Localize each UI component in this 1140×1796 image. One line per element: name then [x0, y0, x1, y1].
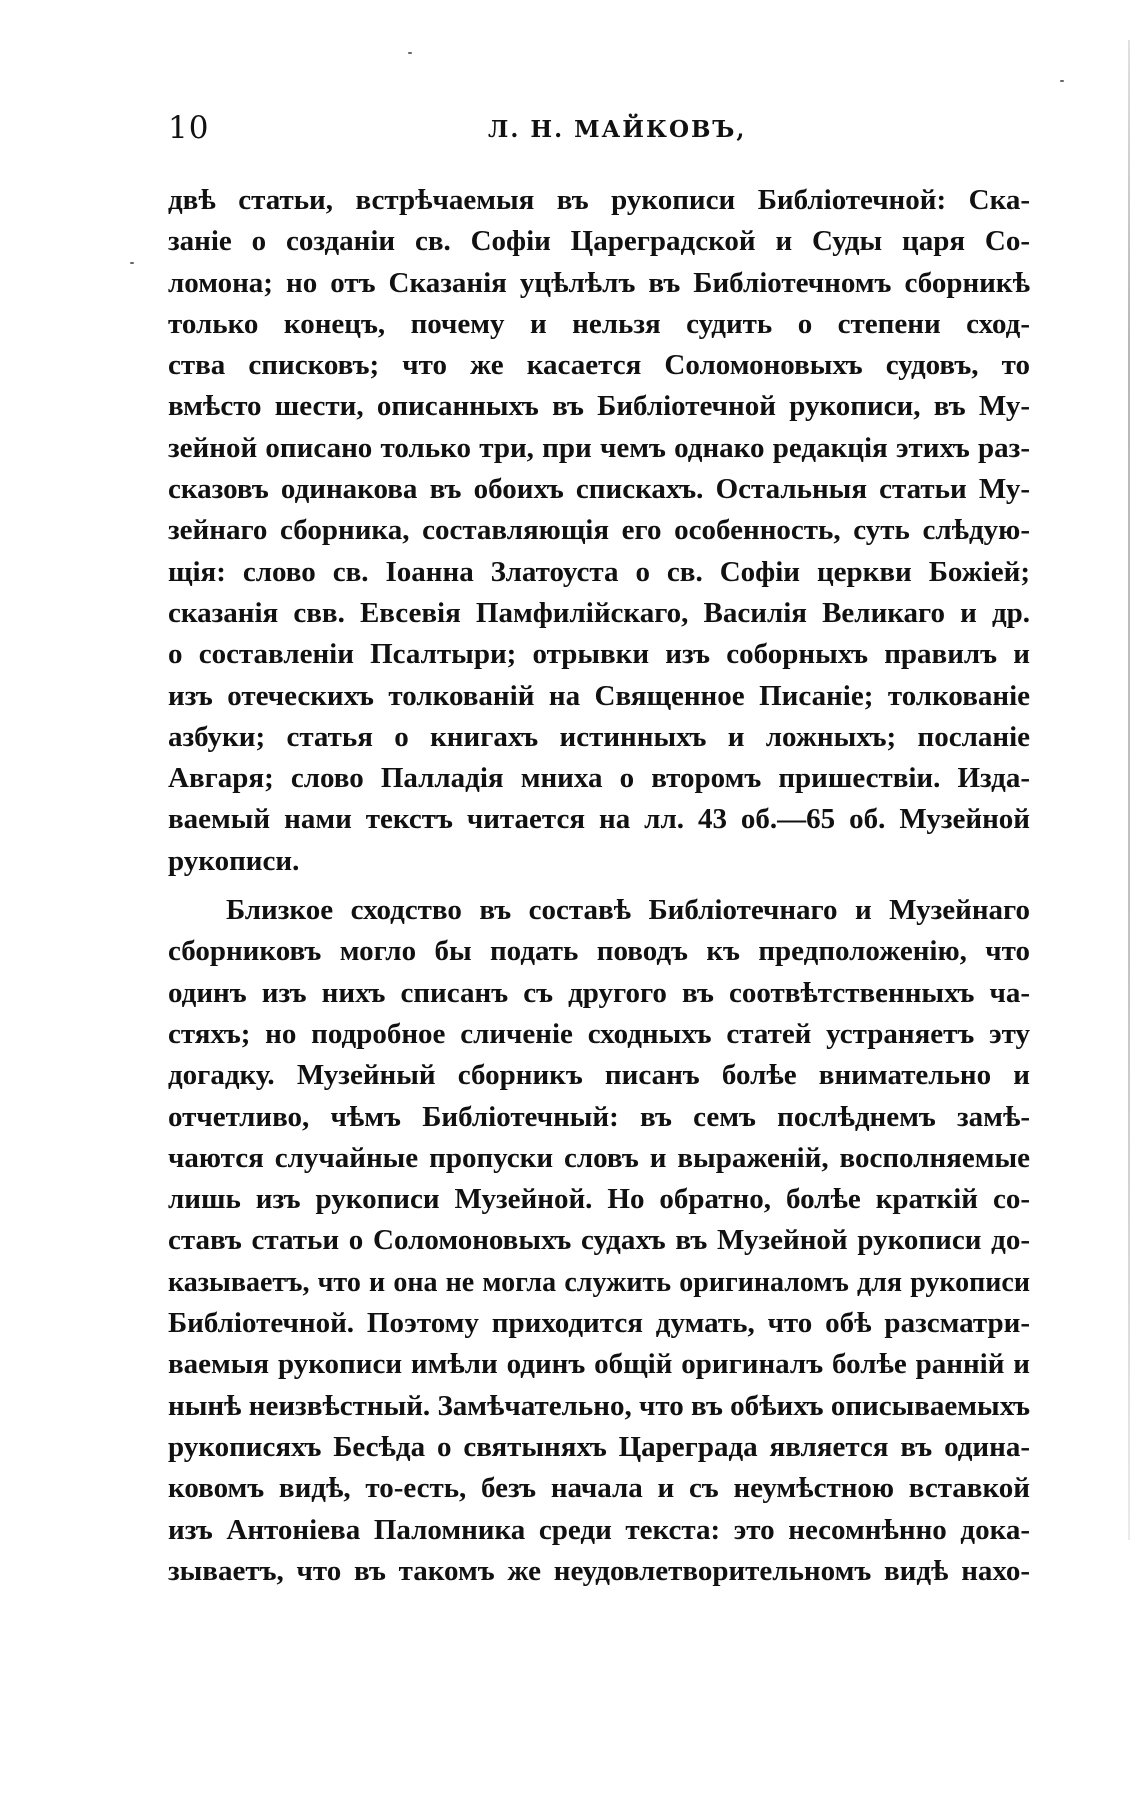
text-line: ломона; но отъ Сказанія уцѣлѣлъ въ Библіотечномъ сборникѣ — [168, 266, 1030, 299]
text-line: ваемыя рукописи имѣли одинъ общій оригиналъ болѣе ранній и — [168, 1348, 1030, 1381]
text-line: сказовъ одинакова въ обоихъ спискахъ. Остальныя статьи Му- — [168, 473, 1030, 506]
text-line: казываетъ, что и она не могла служить оригиналомъ для рукописи — [168, 1266, 1030, 1298]
text-line: только конецъ, почему и нельзя судить о степени сход- — [168, 307, 1030, 340]
text-line: чаются случайные пропуски словъ и выраженій, восполняемые — [168, 1141, 1030, 1174]
text-line: ваемый нами текстъ читается на лл. 43 об.—65 об. Музейной — [168, 803, 1030, 836]
text-line: заніе о созданіи св. Софіи Цареградской и Суды царя Со- — [168, 225, 1030, 258]
text-line: рукописяхъ Бесѣда о святыняхъ Цареграда является въ одина- — [168, 1430, 1030, 1463]
text-line: сборниковъ могло бы подать поводъ къ предположенію, что — [168, 935, 1030, 968]
text-line: зейнаго сборника, составляющія его особенность, суть слѣдую- — [168, 514, 1030, 547]
text-line: Библіотечной. Поэтому приходится думать, что обѣ разсматри- — [168, 1307, 1030, 1340]
text-line: догадку. Музейный сборникъ писанъ болѣе внимательно и — [168, 1059, 1030, 1092]
paragraph-2 — [168, 890, 1030, 1592]
text-line: лишь изъ рукописи Музейной. Но обратно, болѣе краткій со- — [168, 1183, 1030, 1216]
text-line: одинъ изъ нихъ списанъ съ другого въ соотвѣтственныхъ ча- — [168, 976, 1030, 1009]
text-line: азбуки; статья о книгахъ истинныхъ и ложныхъ; посланіе — [168, 720, 1030, 753]
paragraph-1 — [168, 180, 1030, 882]
text-line: о составленіи Псалтыри; отрывки изъ соборныхъ правилъ и — [168, 638, 1030, 671]
text-line: Близкое сходство въ составѣ Библіотечнаго и Музейнаго — [226, 894, 1030, 927]
text-line: изъ Антоніева Паломника среди текста: это несомнѣнно дока- — [168, 1513, 1030, 1546]
text-line: зываетъ, что въ такомъ же неудовлетворительномъ видѣ нахо- — [168, 1554, 1030, 1587]
text-line: вмѣсто шести, описанныхъ въ Библіотечной рукописи, въ Му- — [168, 390, 1030, 423]
page-header — [168, 108, 1028, 156]
paragraph-gap — [168, 882, 1030, 890]
text-line: сказанія свв. Евсевія Памфилійскаго, Василія Великаго и др. — [168, 596, 1030, 629]
text-line: зейной описано только три, при чемъ однако редакція этихъ раз- — [168, 431, 1030, 464]
page-edge-shadow — [1128, 40, 1130, 1540]
print-speck — [408, 52, 412, 54]
print-speck — [130, 262, 134, 264]
page-number: 10 — [168, 110, 210, 146]
text-line: нынѣ неизвѣстный. Замѣчательно, что въ обѣихъ описываемыхъ — [168, 1389, 1030, 1422]
text-line: стяхъ; но подробное сличеніе сходныхъ статей устраняетъ эту — [168, 1017, 1030, 1050]
text-line: изъ отеческихъ толкованій на Священное Писаніе; толкованіе — [168, 679, 1030, 712]
text-line: ставъ статьи о Соломоновыхъ судахъ въ Музейной рукописи до- — [168, 1224, 1030, 1257]
text-line: ства списковъ; что же касается Соломоновыхъ судовъ, то — [168, 349, 1030, 382]
body-text — [168, 180, 1030, 1592]
text-line: двѣ статьи, встрѣчаемыя въ рукописи Библіотечной: Ска- — [168, 184, 1030, 216]
print-speck — [1060, 80, 1064, 82]
text-line: Авгаря; слово Палладія мниха о второмъ пришествіи. Изда- — [168, 762, 1030, 795]
text-line: щія: слово св. Іоанна Златоуста о св. Софіи церкви Божіей; — [168, 555, 1030, 588]
running-head: Л. Н. МАЙКОВЪ, — [488, 116, 747, 143]
text-line: отчетливо, чѣмъ Библіотечный: въ семъ послѣднемъ замѣ- — [168, 1100, 1030, 1133]
text-line: ковомъ видѣ, то-есть, безъ начала и съ неумѣстною вставкой — [168, 1472, 1030, 1505]
text-line: рукописи. — [168, 844, 300, 877]
